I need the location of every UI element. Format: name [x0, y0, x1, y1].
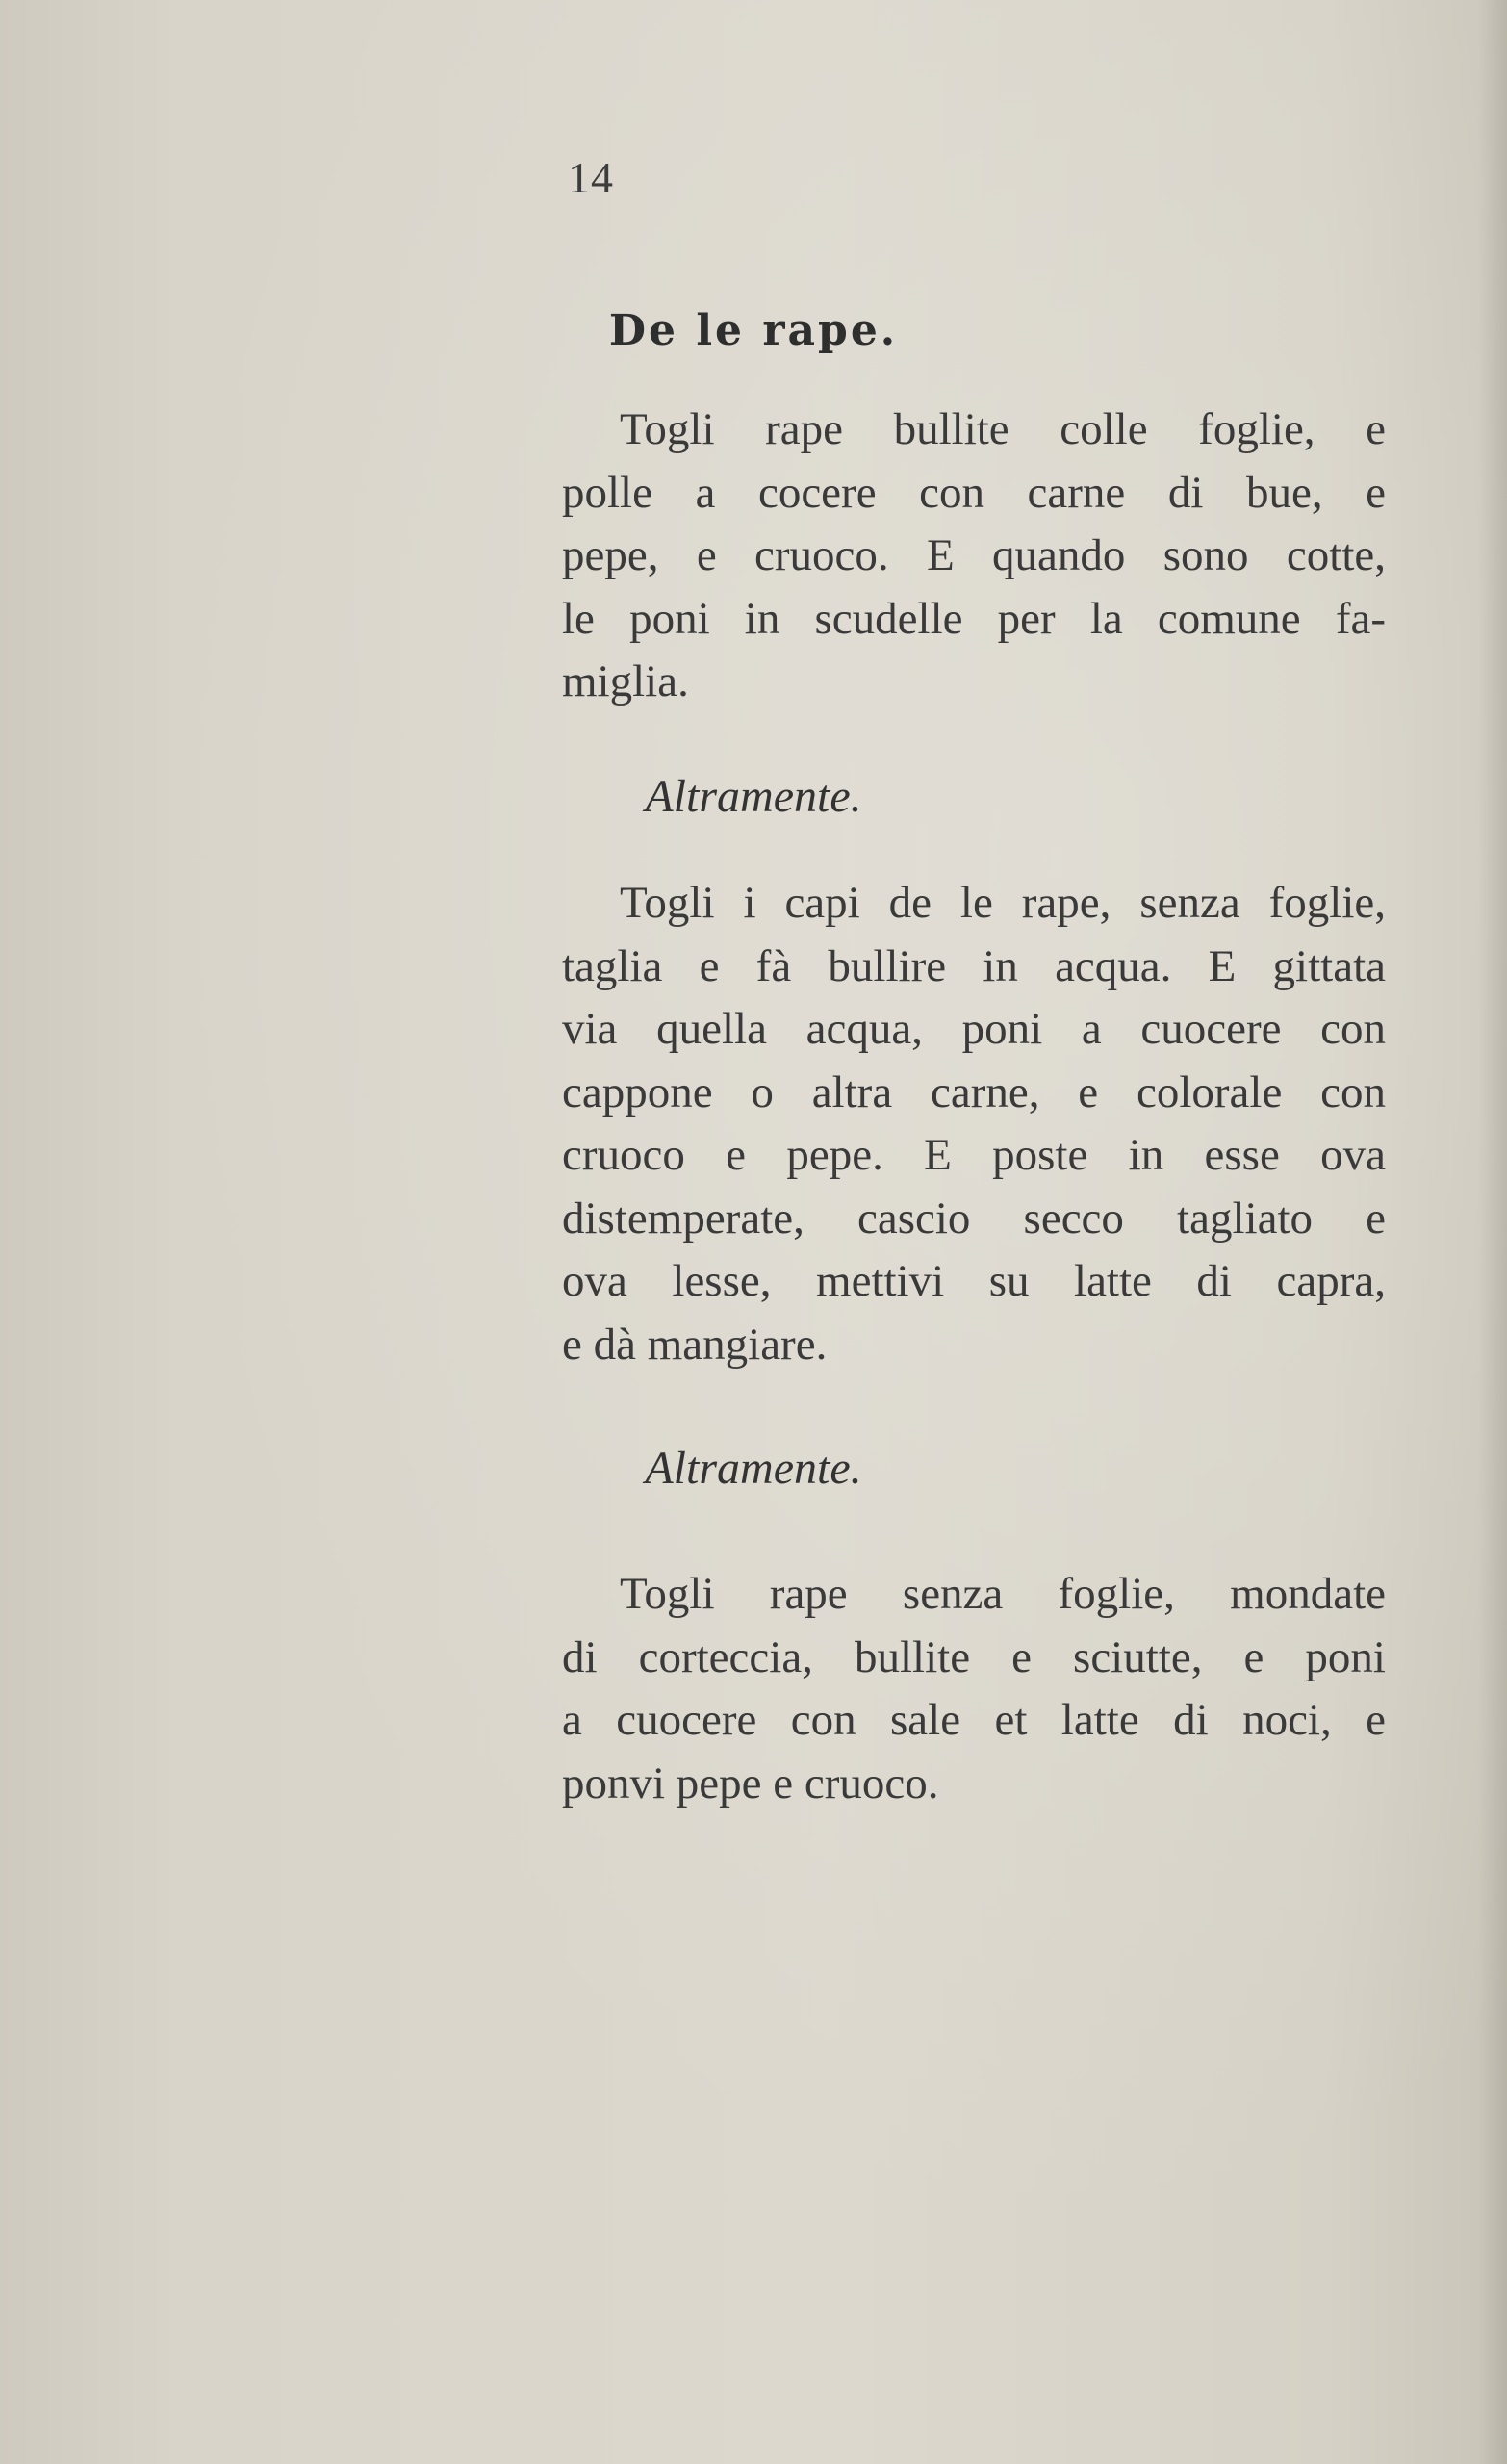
text-line: a cuocere con sale et latte di noci, e	[562, 1695, 1386, 1745]
text-line: Togli rape bullite colle foglie, e	[620, 404, 1386, 454]
recipe-paragraph	[562, 872, 1386, 1376]
section-subheading: Altramente.	[645, 1443, 862, 1494]
recipe-paragraph	[562, 398, 1386, 714]
recipe-paragraph	[562, 1563, 1386, 1815]
text-line: taglia e fà bullire in acqua. E gittata	[562, 940, 1386, 991]
section-heading: De le rape.	[608, 306, 899, 355]
text-line: e dà mangiare.	[562, 1319, 828, 1370]
text-line: via quella acqua, poni a cuocere con	[562, 1004, 1386, 1054]
text-line: pepe, e cruoco. E quando sono cotte,	[562, 530, 1386, 580]
text-line: polle a cocere con carne di bue, e	[562, 467, 1386, 518]
text-line: distemperate, cascio secco tagliato e	[562, 1193, 1386, 1244]
text-line: cruoco e pepe. E poste in esse ova	[562, 1130, 1386, 1180]
text-line: Togli rape senza foglie, mondate	[620, 1569, 1386, 1619]
text-line: di corteccia, bullite e sciutte, e poni	[562, 1631, 1386, 1682]
text-line: ponvi pepe e cruoco.	[562, 1758, 939, 1809]
text-line: cappone o altra carne, e colorale con	[562, 1066, 1386, 1117]
page-number: 14	[568, 153, 614, 202]
text-line: miglia.	[562, 656, 689, 706]
page-edge-shadow	[1478, 0, 1507, 2464]
text-line: ova lesse, mettivi su latte di capra,	[562, 1256, 1386, 1306]
text-line: Togli i capi de le rape, senza foglie,	[620, 878, 1386, 928]
section-subheading: Altramente.	[645, 771, 862, 822]
text-line: le poni in scudelle per la comune fa-	[562, 593, 1386, 644]
